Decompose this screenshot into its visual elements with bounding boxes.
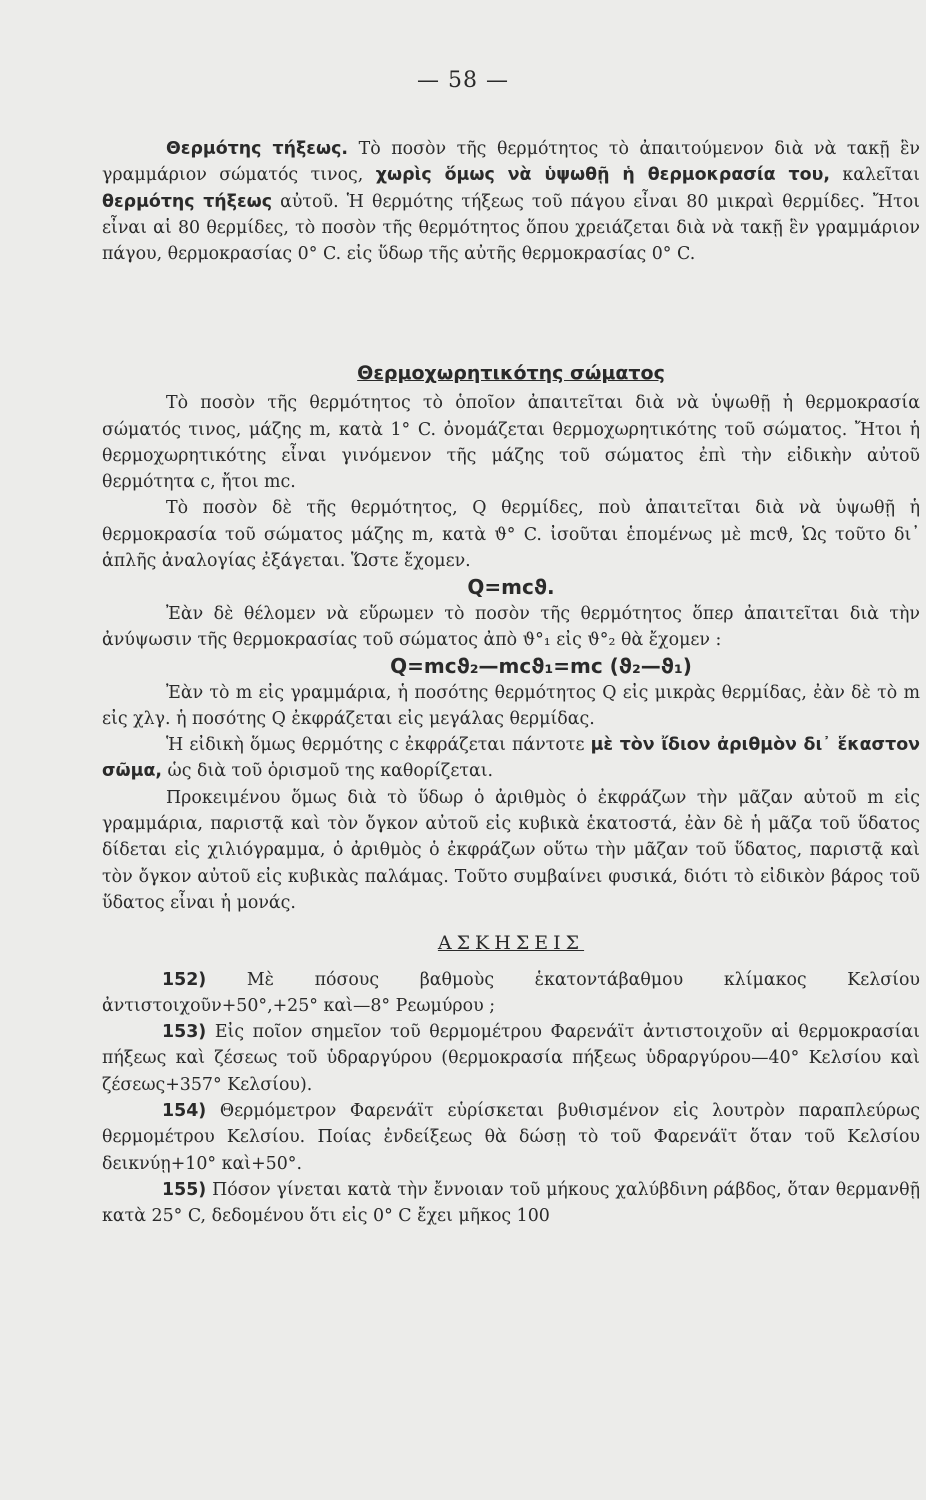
paragraph: Τὸ ποσὸν τῆς θερμότητος τὸ ὁποῖον ἀπαιτεῖται διὰ νὰ ὑψωθῇ ἡ θερμοκρασία σώματός τινος, μάζης m, κατὰ 1° C. ὀνομάζεται θερμοχωρητικότης τοῦ σώματος. Ἤτοι ἡ θερμοχωρητικότης εἶναι γινόμενον τῆς μάζης τοῦ σώματος ἐπὶ τὴν εἰδικὴν αὐτοῦ θερμότητα c, ἤτοι mc.	[102, 393, 920, 493]
paragraph: Προκειμένου ὅμως διὰ τὸ ὕδωρ ὁ ἀριθμὸς ὁ ἐκφράζων τὴν μᾶζαν αὐτοῦ m εἰς γραμμάρια, παριστᾷ καὶ τὸν ὄγκον αὐτοῦ εἰς κυβικὰ ἑκατοστά, ἐὰν δὲ ἡ μᾶζα τοῦ ὕδατος δίδεται εἰς χιλιόγραμμα, ὁ ἀριθμὸς ὁ ἐκφράζων οὕτω τὴν μᾶζαν τοῦ ὕδατος, παριστᾷ καὶ τὸν ὄγκον αὐτοῦ εἰς κυβικὰς παλάμας. Τοῦτο συμβαίνει φυσικά, διότι τὸ εἰδικὸν βάρος τοῦ ὕδατος εἶναι ἡ μονάς.	[102, 787, 920, 913]
formula: Q=mcϑ.	[467, 575, 555, 600]
formula: Q=mcϑ₂—mcϑ₁=mc (ϑ₂—ϑ₁)	[390, 654, 692, 679]
paragraph: Θερμότης τήξεως. Τὸ ποσὸν τῆς θερμότητος τὸ ἀπαιτούμενον διὰ νὰ τακῇ ἓν γραμμάριον σώματός τινος, χωρὶς ὅμως νὰ ὑψωθῇ ἡ θερμοκρασία του, καλεῖται θερμότης τήξεως αὐτοῦ. Ἡ θερμότης τήξεως τοῦ πάγου εἶναι 80 μικραὶ θερμίδες. Ἤτοι εἶναι αἱ 80 θερμίδες, τὸ ποσὸν τῆς θερμότητος ὅπου χρειάζεται διὰ νὰ τακῇ ἓν γραμμάριον πάγου, θερμοκρασίας 0° C. εἰς ὕδωρ τῆς αὐτῆς θερμοκρασίας 0° C.	[102, 139, 921, 265]
exercise-item: 155) Πόσον γίνεται κατὰ τὴν ἔννοιαν τοῦ μήκους χαλύβδινη ράβδος, ὅταν θερμανθῇ κατὰ 25° C, δεδομένου ὅτι εἰς 0° C ἔχει μῆκος 100	[102, 1179, 920, 1227]
section-heat-capacity	[102, 356, 920, 1230]
page-number: — 58 —	[417, 68, 509, 93]
exercise-item: 153) Εἰς ποῖον σημεῖον τοῦ θερμομέτρου Φαρενάϊτ ἀντιστοιχοῦν αἱ θερμοκρασίαι πήξεως καὶ ζέσεως τοῦ ὑδραργύρου (θερμοκρασία πήξεως ὑδραργύρου—40° Κελσίου καὶ ζέσεως+357° Κελσίου).	[102, 1022, 920, 1095]
section-heading: Θερμοχωρητικότης σώματος	[357, 362, 665, 384]
exercise-item: 154) Θερμόμετρον Φαρενάϊτ εὑρίσκεται βυθισμένον εἰς λουτρὸν παραπλεύρως θερμομέτρου Κελσίου. Ποίας ἐνδείξεως θὰ δώσῃ τὸ τοῦ Φαρενάϊτ ὅταν τοῦ Κελσίου δεικνύῃ+10° καὶ+50°.	[102, 1101, 920, 1174]
paragraph: Τὸ ποσὸν δὲ τῆς θερμότητος, Q θερμίδες, ποὺ ἀπαιτεῖται διὰ νὰ ὑψωθῇ ἡ θερμοκρασία τοῦ σώματος μάζης m, κατὰ ϑ° C. ἰσοῦται ἑπομένως μὲ mcϑ, Ὡς τοῦτο δι᾽ ἁπλῆς ἀναλογίας ἐξάγεται. Ὥστε ἔχομεν.	[102, 498, 920, 572]
section-fusion-heat	[102, 136, 920, 267]
paragraph: Ἡ εἰδικὴ ὅμως θερμότης c ἐκφράζεται πάντοτε μὲ τὸν ἴδιον ἀριθμὸν δι᾽ ἕκαστον σῶμα, ὡς διὰ τοῦ ὁρισμοῦ της καθορίζεται.	[102, 735, 920, 782]
paragraph: Ἐὰν δὲ θέλομεν νὰ εὕρωμεν τὸ ποσὸν τῆς θερμότητος ὅπερ ἀπαιτεῖται διὰ τὴν ἀνύψωσιν τῆς θερμοκρασίας τοῦ σώματος ἀπὸ ϑ°₁ εἰς ϑ°₂ θὰ ἔχομεν :	[102, 603, 920, 650]
exercise-item: 152) Μὲ πόσους βαθμοὺς ἑκατοντάβαθμου κλίμακος Κελσίου ἀντιστοιχοῦν+50°,+25° καὶ—8° Ρεωμύρου ;	[102, 969, 920, 1016]
exercises-heading: ΑΣΚΗΣΕΙΣ	[437, 932, 585, 955]
paragraph: Ἐὰν τὸ m εἰς γραμμάρια, ἡ ποσότης θερμότητος Q εἰς μικρὰς θερμίδας, ἐὰν δὲ τὸ m εἰς χλγ. ἡ ποσότης Q ἐκφράζεται εἰς μεγάλας θερμίδας.	[102, 682, 920, 729]
term-title: Θερμότης τήξεως.	[166, 139, 349, 159]
